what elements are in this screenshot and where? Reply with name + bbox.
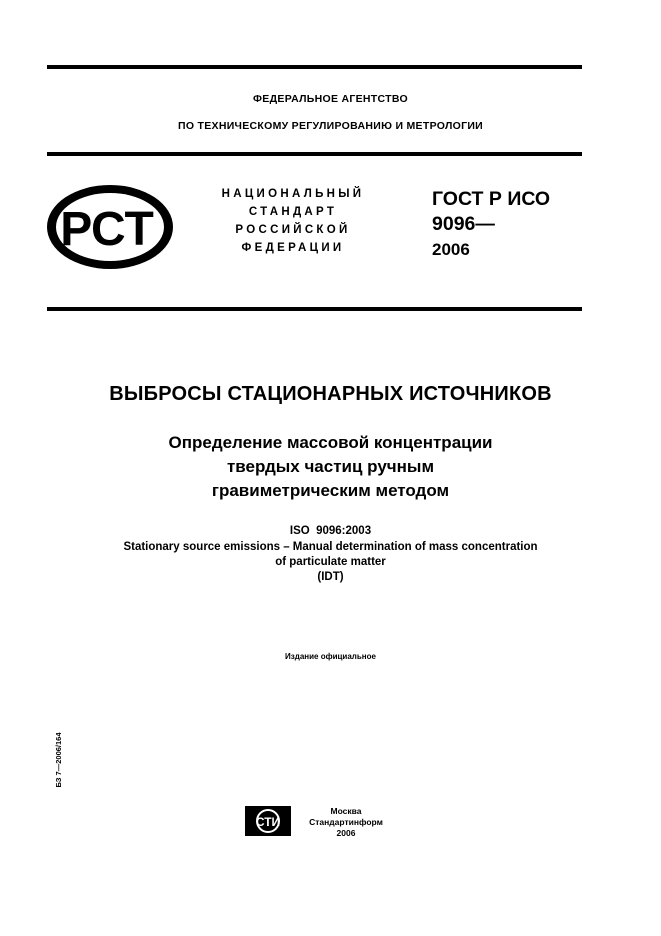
national-line-1: НАЦИОНАЛЬНЫЙ xyxy=(221,188,365,200)
subtitle-line-2: твердых частиц ручным xyxy=(226,457,435,476)
publisher-name: Стандартинформ xyxy=(309,817,383,827)
subtitle-line-3: гравиметрическим методом xyxy=(211,481,450,500)
publisher-imprint xyxy=(300,806,392,839)
rst-logo xyxy=(45,183,175,271)
publisher-logo xyxy=(245,806,291,836)
header-rule xyxy=(47,152,582,156)
publisher-logo-letters: СТИ xyxy=(255,815,281,829)
side-code: БЗ 7—2006/164 xyxy=(54,732,63,788)
national-line-4: ФЕДЕРАЦИИ xyxy=(241,242,345,254)
national-line-3: РОССИЙСКОЙ xyxy=(235,224,351,236)
iso-title-line-1: Stationary source emissions – Manual determination of mass concentration xyxy=(123,541,538,553)
national-line-2: СТАНДАРТ xyxy=(248,206,338,218)
agency-line-2: ПО ТЕХНИЧЕСКОМУ РЕГУЛИРОВАНИЮ И МЕТРОЛОГИИ xyxy=(177,120,484,132)
standard-code xyxy=(432,187,550,262)
standard-code-year: 2006 xyxy=(432,240,470,259)
iso-equivalence: (IDT) xyxy=(317,571,344,583)
iso-number: ISO 9096:2003 xyxy=(289,525,372,537)
standard-code-line-1: ГОСТ Р ИСО xyxy=(432,188,551,210)
national-standard-block xyxy=(196,185,390,257)
subtitle-line-1: Определение массовой концентрации xyxy=(168,433,493,452)
top-rule xyxy=(47,65,582,69)
iso-title-line-2: of particulate matter xyxy=(275,556,386,568)
rst-logo-letters: РСТ xyxy=(60,203,154,256)
publisher-city: Москва xyxy=(330,806,362,816)
edition-label: Издание официальное xyxy=(285,652,376,661)
middle-rule xyxy=(47,307,582,311)
agency-line-1: ФЕДЕРАЛЬНОЕ АГЕНТСТВО xyxy=(253,93,408,105)
standard-code-line-2: 9096— xyxy=(432,213,495,235)
document-title: ВЫБРОСЫ СТАЦИОНАРНЫХ ИСТОЧНИКОВ xyxy=(109,383,552,405)
publisher-year: 2006 xyxy=(336,828,356,838)
